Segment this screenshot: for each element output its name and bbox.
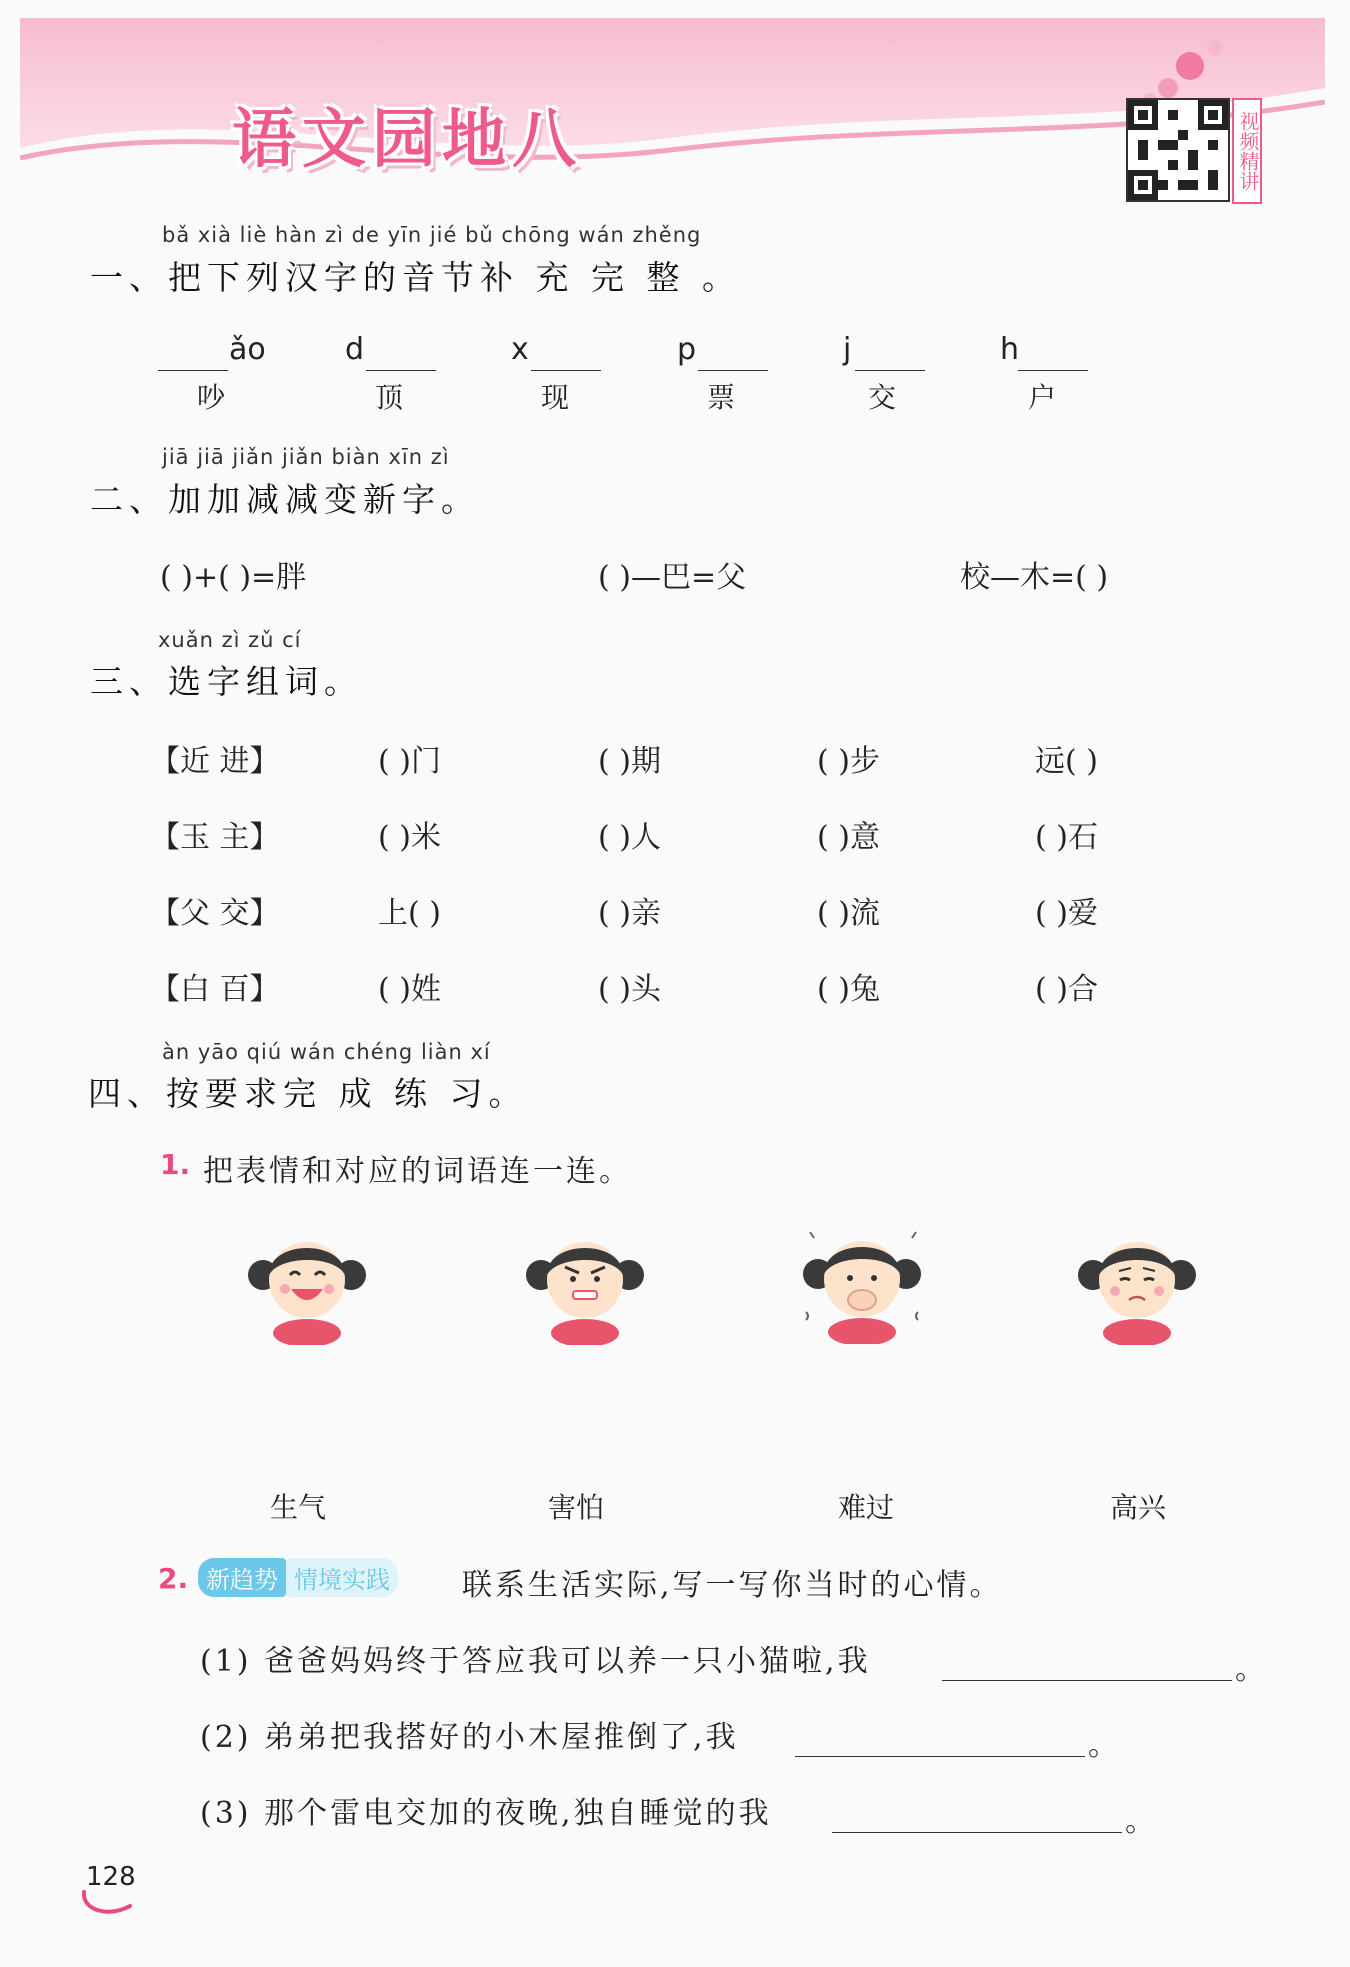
question-1-number: 1. [160, 1148, 191, 1181]
sub-question-2: (2) 弟弟把我搭好的小木屋推倒了,我 [200, 1720, 739, 1755]
question-1-text: 把表情和对应的词语连一连。 [203, 1154, 632, 1189]
blank-2[interactable] [366, 370, 436, 371]
word-cell[interactable]: ( )步 [817, 744, 880, 779]
blank-3[interactable] [531, 370, 601, 371]
char-6: 户 [1028, 381, 1057, 414]
sub-question-1-end: 。 [1235, 1652, 1268, 1687]
char-5: 交 [868, 381, 897, 414]
blank-4[interactable] [698, 370, 768, 371]
char-1: 吵 [197, 381, 226, 414]
scenario-practice-tag: 情境实践 [286, 1558, 398, 1597]
sub-question-2-end: 。 [1088, 1728, 1121, 1763]
word-cell[interactable]: 上( ) [378, 896, 441, 931]
question-2-number: 2. [158, 1562, 189, 1595]
sub-question-1: (1) 爸爸妈妈终于答应我可以养一只小猫啦,我 [200, 1644, 871, 1679]
word-cell[interactable]: ( )意 [817, 820, 880, 855]
word-option[interactable]: 害怕 [548, 1491, 605, 1524]
video-lecture-label: 视频精讲 [1232, 98, 1262, 204]
s1-pinyin: bǎ xià liè hàn zì de yīn jié bǔ chōng wán zhěng [162, 223, 702, 247]
word-cell[interactable]: ( )人 [598, 820, 661, 855]
qr-code-icon[interactable] [1126, 98, 1230, 202]
word-option[interactable]: 高兴 [1110, 1491, 1167, 1524]
word-cell[interactable]: ( )流 [817, 896, 880, 931]
pair-1: 【近 进】 [150, 744, 280, 779]
word-cell[interactable]: ( )合 [1035, 972, 1098, 1007]
char-3: 现 [541, 381, 570, 414]
blank-1[interactable] [158, 370, 228, 371]
equation-3[interactable]: 校—木=( ) [960, 560, 1109, 595]
word-cell[interactable]: ( )米 [378, 820, 441, 855]
syllable-1: ǎo [229, 332, 266, 367]
s2-pinyin: jiā jiā jiǎn jiǎn biàn xīn zì [162, 445, 450, 469]
pair-4: 【白 百】 [150, 972, 280, 1007]
s1-heading: 一、把下列汉字的音节补 充 完 整 。 [90, 258, 741, 297]
word-cell[interactable]: ( )期 [598, 744, 661, 779]
question-2-tags [198, 1558, 398, 1597]
sub-question-3: (3) 那个雷电交加的夜晚,独自睡觉的我 [200, 1796, 772, 1831]
word-cell[interactable]: ( )头 [598, 972, 661, 1007]
pair-3: 【父 交】 [150, 896, 280, 931]
word-cell[interactable]: ( )爱 [1035, 896, 1098, 931]
answer-line-1[interactable] [942, 1680, 1232, 1681]
page-number: 128 [86, 1862, 136, 1892]
syllable-6: h [1000, 332, 1020, 367]
word-cell[interactable]: ( )兔 [817, 972, 880, 1007]
answer-line-3[interactable] [832, 1832, 1122, 1833]
s3-pinyin: xuǎn zì zǔ cí [158, 628, 302, 652]
word-cell[interactable]: 远( ) [1035, 744, 1098, 779]
s3-heading: 三、选字组词。 [90, 662, 363, 701]
equation-2[interactable]: ( )—巴=父 [598, 560, 747, 595]
happy-girl-icon[interactable] [245, 1225, 370, 1345]
syllable-3: x [511, 332, 529, 367]
word-option[interactable]: 难过 [838, 1491, 895, 1524]
syllable-2: d [345, 332, 365, 367]
word-cell[interactable]: ( )门 [378, 744, 441, 779]
syllable-5: j [843, 332, 852, 367]
word-cell[interactable]: ( )石 [1035, 820, 1098, 855]
scared-girl-icon[interactable] [800, 1222, 925, 1344]
char-4: 票 [707, 381, 736, 414]
new-trend-tag: 新趋势 [198, 1558, 286, 1597]
s4-heading: 四、按要求完 成 练 习。 [88, 1074, 528, 1113]
word-cell[interactable]: ( )姓 [378, 972, 441, 1007]
pair-2: 【玉 主】 [150, 820, 280, 855]
equation-1[interactable]: ( )+( )=胖 [160, 560, 307, 595]
sad-girl-icon[interactable] [1075, 1225, 1200, 1345]
page-title: 语文园地八 [232, 103, 582, 177]
word-cell[interactable]: ( )亲 [598, 896, 661, 931]
sub-question-3-end: 。 [1125, 1804, 1158, 1839]
word-option[interactable]: 生气 [270, 1491, 327, 1524]
syllable-4: p [677, 332, 697, 367]
char-2: 顶 [375, 381, 404, 414]
blank-6[interactable] [1018, 370, 1088, 371]
question-2-text: 联系生活实际,写一写你当时的心情。 [462, 1568, 1003, 1603]
answer-line-2[interactable] [795, 1756, 1085, 1757]
blank-5[interactable] [855, 370, 925, 371]
angry-girl-icon[interactable] [523, 1225, 648, 1345]
s4-pinyin: àn yāo qiú wán chéng liàn xí [162, 1040, 491, 1064]
s2-heading: 二、加加减减变新字。 [90, 480, 480, 519]
